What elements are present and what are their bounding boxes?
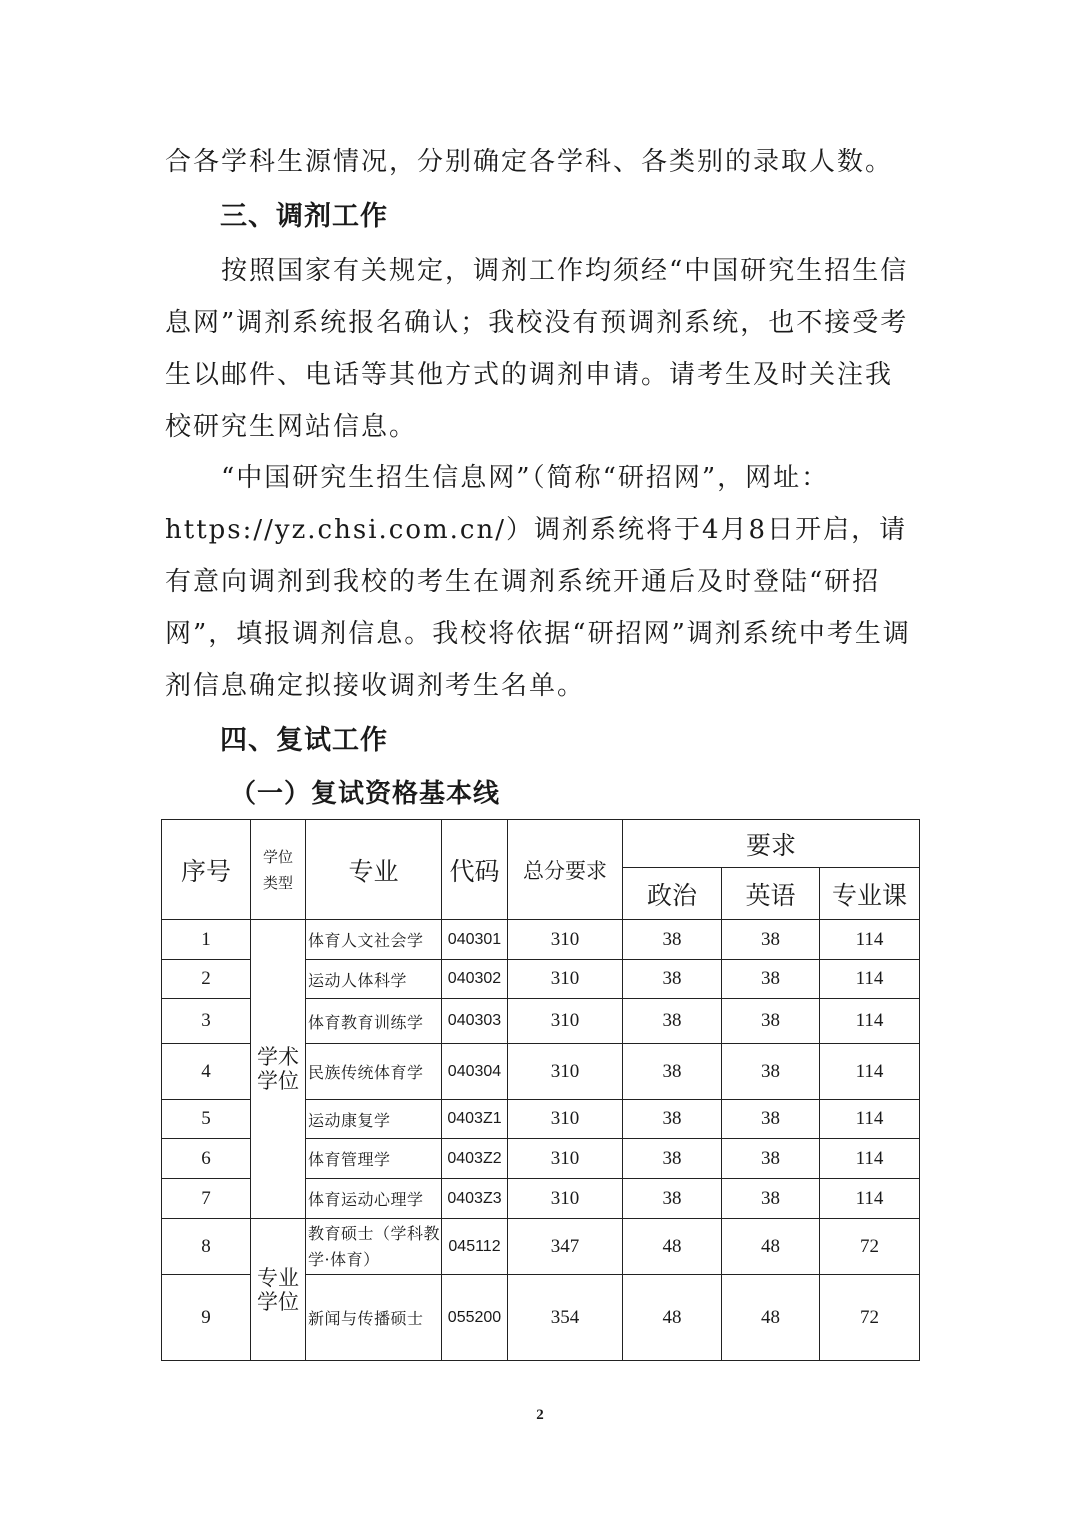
cell-seq: 3 xyxy=(162,999,251,1044)
cell-seq: 7 xyxy=(162,1179,251,1219)
degree-academic-line1: 学术 xyxy=(257,1045,299,1069)
cell-english: 38 xyxy=(722,1044,820,1100)
cell-course: 114 xyxy=(820,1100,920,1139)
heading-subsection-1: （一）复试资格基本线 xyxy=(230,779,501,809)
degree-group-professional xyxy=(251,1219,306,1361)
cell-major: 运动人体科学 xyxy=(306,960,442,999)
paragraph-adjustment-system: “中国研究生招生信息网”（简称“研招网”，网址：https://yz.chsi.com.cn/）调剂系统将于4月8日开启，请有意向调剂到我校的考生在调剂系统开通后及时登陆“研招网”，填报调剂信息。我校将依据“研招网”调剂系统中考生调剂信息确定拟接收调剂考生名单。 xyxy=(165,463,911,701)
cell-major: 教育硕士（学科教学·体育） xyxy=(306,1219,442,1275)
cell-major: 体育人文社会学 xyxy=(306,920,442,960)
header-english: 英语 xyxy=(722,868,820,920)
header-total: 总分要求 xyxy=(508,820,623,920)
cell-course: 114 xyxy=(820,999,920,1044)
header-major: 专业 xyxy=(306,820,442,920)
cell-english: 38 xyxy=(722,920,820,960)
cell-course: 114 xyxy=(820,1139,920,1179)
cell-course: 114 xyxy=(820,1179,920,1219)
cell-english: 38 xyxy=(722,999,820,1044)
cell-politics: 38 xyxy=(623,1100,722,1139)
cell-politics: 38 xyxy=(623,960,722,999)
cell-seq: 2 xyxy=(162,960,251,999)
cell-total: 310 xyxy=(508,999,623,1044)
header-degree-type-line2: 类型 xyxy=(262,873,293,892)
cell-english: 38 xyxy=(722,1139,820,1179)
header-code: 代码 xyxy=(442,820,508,920)
paragraph-enrollment-conclusion: 合各学科生源情况，分别确定各学科、各类别的录取人数。 xyxy=(165,147,894,177)
cell-major: 运动康复学 xyxy=(306,1100,442,1139)
cell-english: 38 xyxy=(722,1179,820,1219)
cell-seq: 5 xyxy=(162,1100,251,1139)
cell-code: 0403Z3 xyxy=(442,1179,508,1219)
cell-english: 38 xyxy=(722,1100,820,1139)
cell-total: 347 xyxy=(508,1219,623,1275)
cell-politics: 38 xyxy=(623,920,722,960)
cell-english: 48 xyxy=(722,1219,820,1275)
cell-major: 体育管理学 xyxy=(306,1139,442,1179)
cell-total: 310 xyxy=(508,1044,623,1100)
cell-course: 114 xyxy=(820,960,920,999)
cell-major: 体育运动心理学 xyxy=(306,1179,442,1219)
cell-total: 310 xyxy=(508,1100,623,1139)
cell-politics: 38 xyxy=(623,999,722,1044)
table-row xyxy=(162,1219,920,1275)
table-row xyxy=(162,920,920,960)
cell-seq: 4 xyxy=(162,1044,251,1100)
cell-major: 民族传统体育学 xyxy=(306,1044,442,1100)
cell-code: 045112 xyxy=(442,1219,508,1275)
heading-section-4: 四、复试工作 xyxy=(220,725,388,756)
cell-total: 310 xyxy=(508,1139,623,1179)
cell-code: 055200 xyxy=(442,1275,508,1361)
cell-total: 310 xyxy=(508,960,623,999)
page-number: 2 xyxy=(536,1407,544,1423)
cell-english: 38 xyxy=(722,960,820,999)
cell-politics: 48 xyxy=(623,1219,722,1275)
cell-code: 0403Z1 xyxy=(442,1100,508,1139)
cell-total: 310 xyxy=(508,920,623,960)
cell-code: 040304 xyxy=(442,1044,508,1100)
header-politics: 政治 xyxy=(623,868,722,920)
header-seq: 序号 xyxy=(162,820,251,920)
cell-politics: 48 xyxy=(623,1275,722,1361)
cell-total: 354 xyxy=(508,1275,623,1361)
table-header-row xyxy=(162,820,920,868)
header-degree-type xyxy=(251,820,306,920)
cell-politics: 38 xyxy=(623,1139,722,1179)
cell-politics: 38 xyxy=(623,1179,722,1219)
cell-code: 040301 xyxy=(442,920,508,960)
cell-major: 体育教育训练学 xyxy=(306,999,442,1044)
header-requirements: 要求 xyxy=(623,820,920,868)
score-requirements-table xyxy=(161,819,920,1361)
cell-major: 新闻与传播硕士 xyxy=(306,1275,442,1361)
cell-seq: 6 xyxy=(162,1139,251,1179)
cell-course: 72 xyxy=(820,1275,920,1361)
cell-total: 310 xyxy=(508,1179,623,1219)
cell-politics: 38 xyxy=(623,1044,722,1100)
heading-section-3: 三、调剂工作 xyxy=(220,201,388,232)
cell-course: 114 xyxy=(820,1044,920,1100)
degree-group-academic xyxy=(251,920,306,1219)
cell-code: 040302 xyxy=(442,960,508,999)
degree-professional-line1: 专业 xyxy=(257,1265,299,1290)
degree-academic-line2: 学位 xyxy=(257,1069,299,1093)
cell-seq: 9 xyxy=(162,1275,251,1361)
cell-code: 0403Z2 xyxy=(442,1139,508,1179)
cell-course: 114 xyxy=(820,920,920,960)
degree-professional-line2: 学位 xyxy=(257,1289,299,1314)
cell-seq: 8 xyxy=(162,1219,251,1275)
paragraph-adjustment-rules: 按照国家有关规定，调剂工作均须经“中国研究生招生信息网”调剂系统报名确认；我校没有预调剂系统，也不接受考生以邮件、电话等其他方式的调剂申请。请考生及时关注我校研究生网站信息。 xyxy=(165,256,909,442)
header-major-course: 专业课 xyxy=(820,868,920,920)
cell-english: 48 xyxy=(722,1275,820,1361)
cell-code: 040303 xyxy=(442,999,508,1044)
header-degree-type-line1: 学位 xyxy=(262,847,293,866)
cell-course: 72 xyxy=(820,1219,920,1275)
cell-seq: 1 xyxy=(162,920,251,960)
